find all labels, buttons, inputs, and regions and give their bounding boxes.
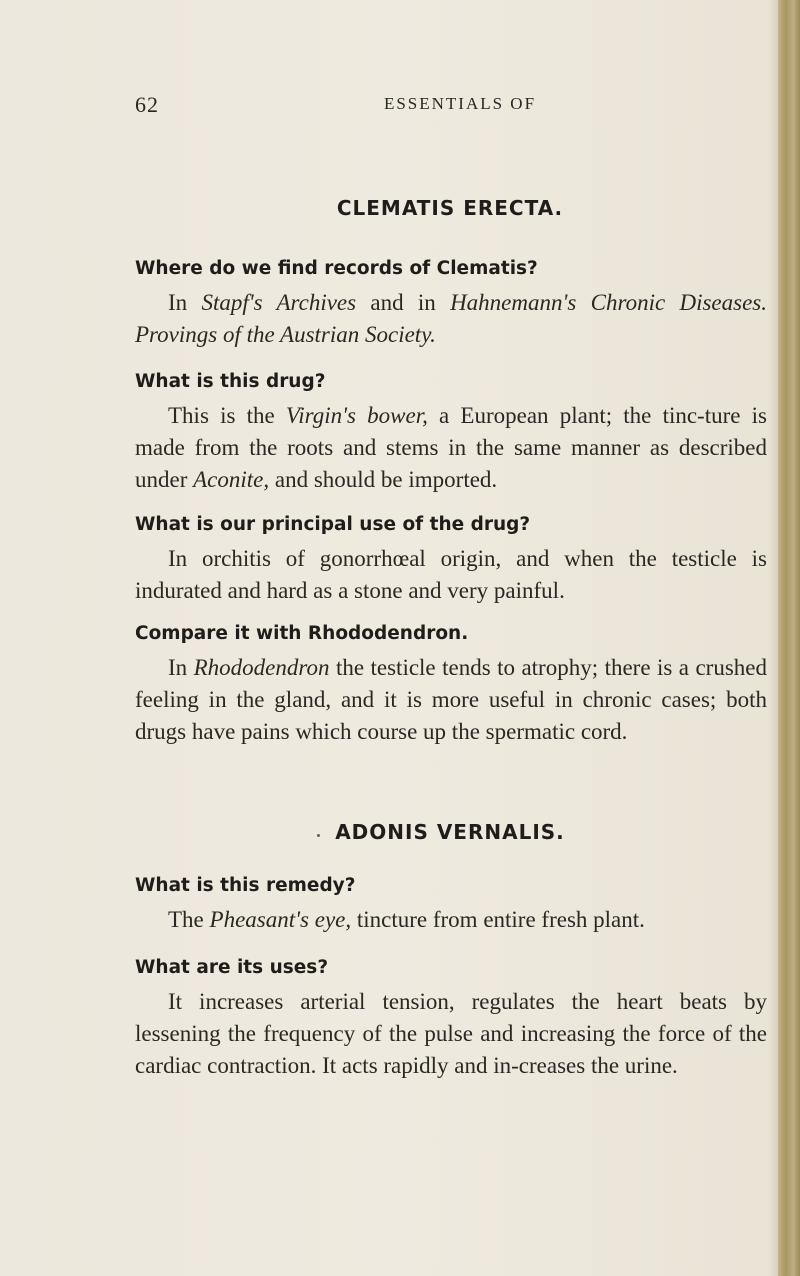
answer-paragraph bbox=[135, 652, 767, 748]
page-edge bbox=[778, 0, 800, 1276]
running-head: ESSENTIALS OF bbox=[383, 94, 537, 113]
question-heading: Where do we find records of Clematis? bbox=[135, 258, 538, 279]
answer-paragraph bbox=[135, 543, 767, 607]
page-header bbox=[135, 92, 765, 122]
question-heading: Compare it with Rhododendron. bbox=[135, 623, 469, 644]
italic-text-run: Rhododendron bbox=[193, 655, 330, 680]
answer-paragraph bbox=[135, 904, 767, 936]
text-run: The bbox=[168, 907, 210, 932]
section-title-clematis: CLEMATIS ERECTA. bbox=[336, 196, 564, 220]
italic-text-run: Aconite, bbox=[193, 467, 270, 492]
text-run: tincture from entire fresh plant. bbox=[351, 907, 645, 932]
text-run: In bbox=[168, 290, 202, 315]
answer-paragraph bbox=[135, 986, 767, 1082]
page-number: 62 bbox=[135, 92, 159, 117]
text-run: the testicle tends to atrophy; there is a crushed feeling in the gland, and it is more useful in chronic cases; both drugs have pains which course up the spermatic cord. bbox=[135, 655, 767, 744]
italic-text-run: Virgin's bower, bbox=[285, 403, 428, 428]
answer-paragraph bbox=[135, 400, 767, 496]
text-run: It increases arterial tension, regulates the heart beats by lessening the frequency of the pulse and increasing the force of the cardiac contraction. It acts rapidly and in-creases the urine. bbox=[135, 989, 767, 1078]
question-heading: What is this drug? bbox=[135, 371, 326, 392]
section-title-adonis: ADONIS VERNALIS. bbox=[335, 820, 565, 844]
question-heading: What is our principal use of the drug? bbox=[135, 514, 531, 535]
question-heading: What is this remedy? bbox=[135, 875, 356, 896]
text-run: In orchitis of gonorrhœal origin, and when the testicle is indurated and hard as a stone and very painful. bbox=[135, 546, 767, 603]
text-run: In bbox=[168, 655, 194, 680]
italic-text-run: Stapf's Archives bbox=[201, 290, 357, 315]
answer-paragraph bbox=[135, 287, 767, 351]
question-heading: What are its uses? bbox=[135, 957, 329, 978]
text-run: This is the bbox=[168, 403, 286, 428]
italic-text-run: Hahnemann's Chronic Diseases. Provings of the Austrian Society. bbox=[135, 290, 767, 347]
text-run: and should be imported. bbox=[269, 467, 498, 492]
italic-text-run: Pheasant's eye, bbox=[209, 907, 352, 932]
text-run: and in bbox=[356, 290, 451, 315]
text-run: a European plant; the tinc-ture is made from the roots and stems in the same manner as described under bbox=[135, 403, 767, 492]
